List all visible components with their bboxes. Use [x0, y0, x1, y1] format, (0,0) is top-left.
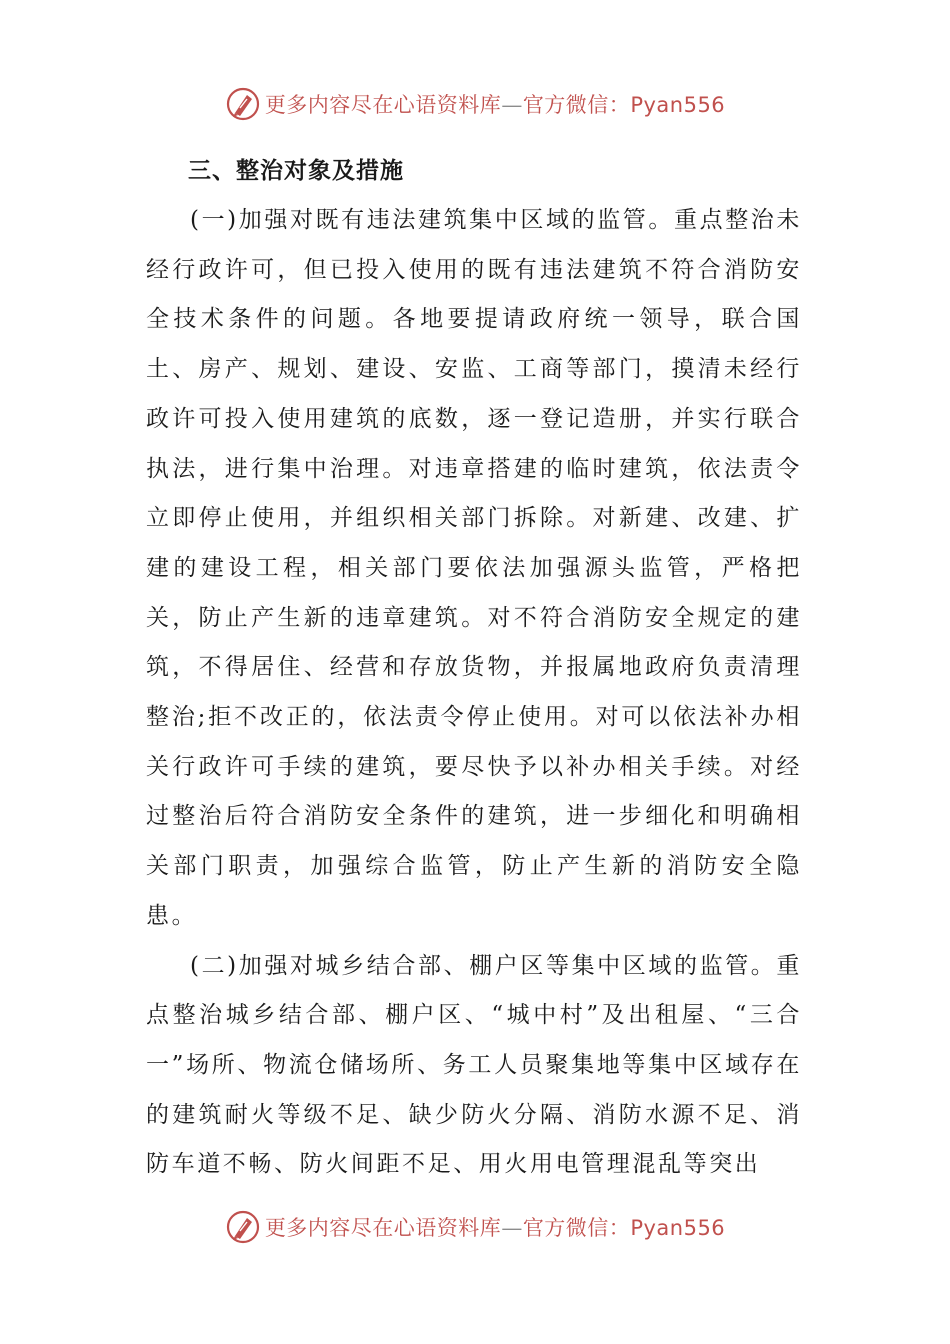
footer-banner	[0, 1207, 950, 1247]
banner-text-main: 更多内容尽在心语资料库	[264, 1216, 502, 1240]
banner-text	[265, 89, 725, 119]
document-body	[146, 146, 802, 1190]
header-banner	[0, 84, 950, 124]
pen-nib-logo-icon	[225, 86, 261, 122]
section-heading: 三、整治对象及措施	[188, 158, 404, 184]
banner-text-main: 更多内容尽在心语资料库	[264, 93, 502, 117]
banner-separator: —	[501, 1216, 523, 1240]
banner-label: 官方微信：	[522, 1216, 631, 1240]
banner-wechat-id: Pyan556	[630, 93, 726, 117]
banner-separator: —	[501, 93, 523, 117]
paragraph-2: (二)加强对城乡结合部、棚户区等集中区域的监管。重点整治城乡结合部、棚户区、“城中村”及出租屋、“三合一”场所、物流仓储场所、务工人员聚集地等集中区域存在的建筑耐火等级不足、缺少防火分隔、消防水源不足、消防车道不畅、防火间距不足、用火用电管理混乱等突出	[146, 952, 802, 1178]
banner-wechat-id: Pyan556	[630, 1216, 726, 1240]
banner-text	[265, 1212, 725, 1242]
pen-nib-logo-icon	[225, 1209, 261, 1245]
paragraph-1: (一)加强对既有违法建筑集中区域的监管。重点整治未经行政许可，但已投入使用的既有违法建筑不符合消防安全技术条件的问题。各地要提请政府统一领导，联合国土、房产、规划、建设、安监、工商等部门，摸清未经行政许可投入使用建筑的底数，逐一登记造册，并实行联合执法，进行集中治理。对违章搭建的临时建筑，依法责令立即停止使用，并组织相关部门拆除。对新建、改建、扩建的建设工程，相关部门要依法加强源头监管，严格把关，防止产生新的违章建筑。对不符合消防安全规定的建筑，不得居住、经营和存放货物，并报属地政府负责清理整治;拒不改正的，依法责令停止使用。对可以依法补办相关行政许可手续的建筑，要尽快予以补办相关手续。对经过整治后符合消防安全条件的建筑，进一步细化和明确相关部门职责，加强综合监管，防止产生新的消防安全隐患。	[146, 207, 802, 929]
banner-label: 官方微信：	[522, 93, 631, 117]
